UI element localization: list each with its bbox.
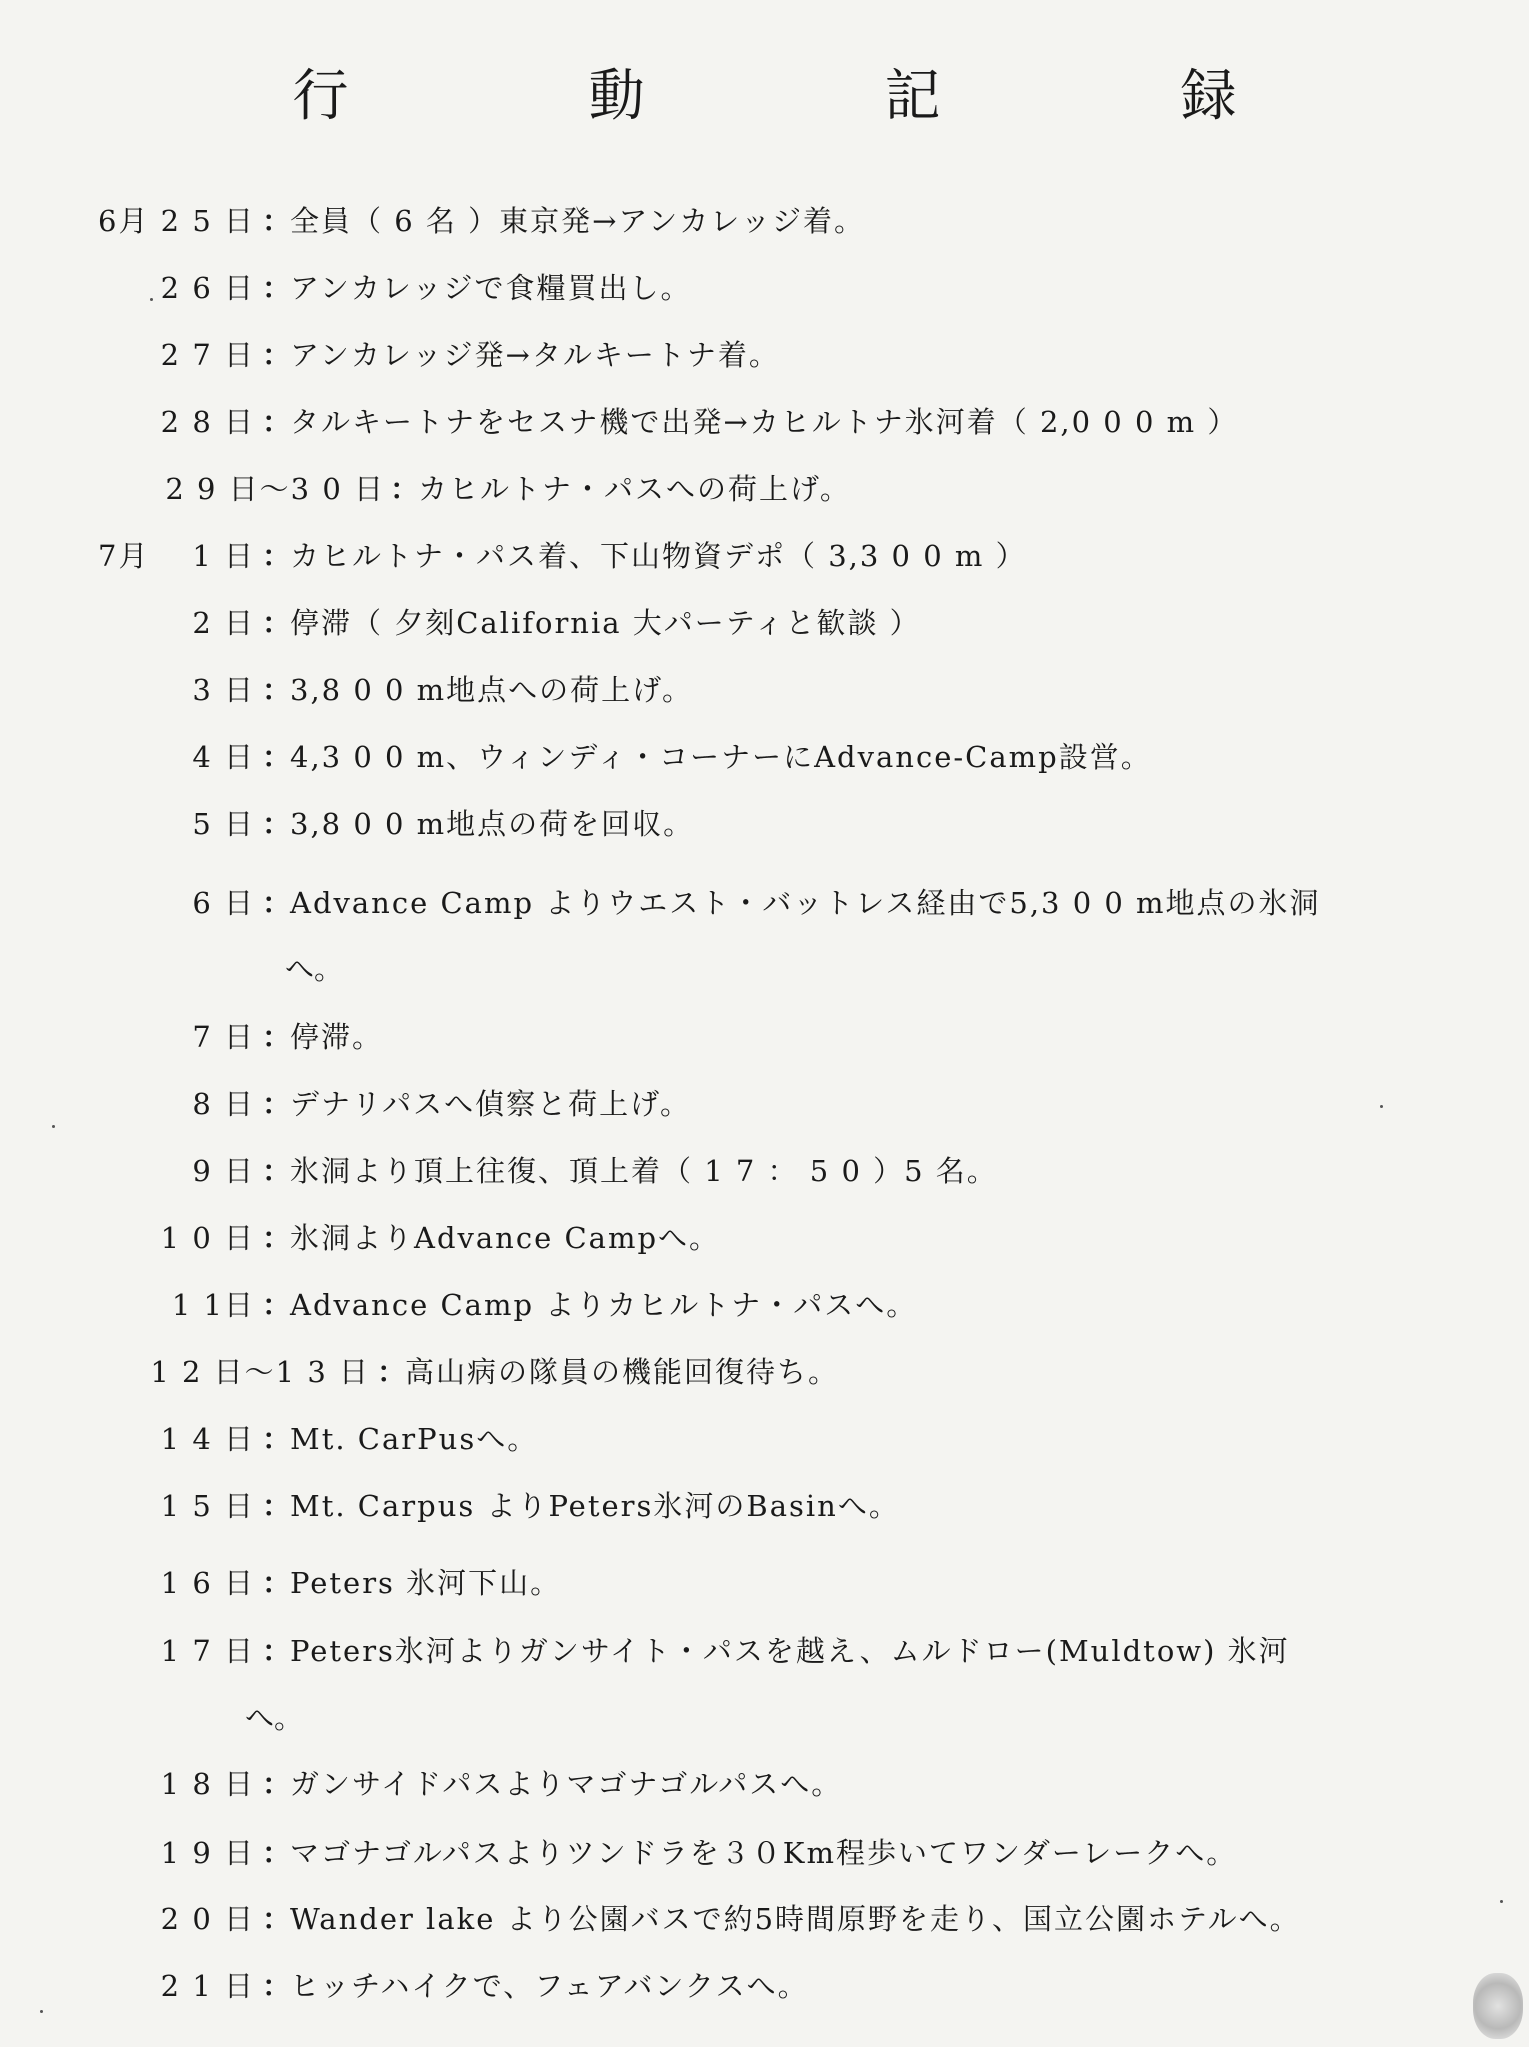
entry-day: 2 6 日 bbox=[160, 271, 255, 305]
paper-speck bbox=[1380, 1105, 1383, 1108]
log-entry bbox=[0, 1558, 1529, 1608]
entry-text: 停滞。 bbox=[290, 1020, 384, 1054]
entry-text: 氷洞より頂上往復、頂上着（ 1 7 ： 5 0 ）5 名。 bbox=[290, 1154, 998, 1188]
entry-day: 1 2 日～1 3 日 bbox=[150, 1355, 370, 1389]
entry-text: Wander lake より公園バスで約5時間原野を走り、国立公園ホテルへ。 bbox=[290, 1902, 1301, 1936]
log-entry bbox=[0, 1481, 1529, 1531]
entry-continuation: へ。 bbox=[285, 952, 344, 986]
entry-colon: ： bbox=[262, 1767, 294, 1801]
entry-month: 7月 bbox=[98, 539, 150, 573]
entry-colon: ： bbox=[262, 1902, 294, 1936]
entry-colon: ： bbox=[262, 539, 294, 573]
entry-text: Mt. Carpus よりPeters氷河のBasinへ。 bbox=[290, 1489, 900, 1523]
entry-day: 2 7 日 bbox=[160, 338, 255, 372]
log-entry bbox=[0, 1280, 1529, 1330]
entry-day: 1 9 日 bbox=[160, 1836, 255, 1870]
log-entry bbox=[0, 878, 1529, 928]
entry-text: 氷洞よりAdvance Campへ。 bbox=[290, 1221, 721, 1255]
log-entry bbox=[0, 464, 1529, 514]
entry-text: Mt. CarPusへ。 bbox=[290, 1422, 539, 1456]
entry-text: アンカレッジ発→タルキートナ着。 bbox=[290, 338, 780, 372]
entry-text: カヒルトナ・パス着、下山物資デポ（ 3,3 0 0 m ） bbox=[290, 539, 1027, 573]
log-entry bbox=[0, 1961, 1529, 2011]
log-entry bbox=[0, 1079, 1529, 1129]
entry-text: 全員（ 6 名 ）東京発→アンカレッジ着。 bbox=[290, 204, 865, 238]
entry-day: 1 7 日 bbox=[160, 1634, 255, 1668]
log-entry bbox=[0, 732, 1529, 782]
entry-colon: ： bbox=[262, 1566, 294, 1600]
entry-colon: ： bbox=[262, 606, 294, 640]
entry-text: Advance Camp よりウエスト・バットレス経由で5,3 0 0 m地点の氷洞 bbox=[290, 886, 1321, 920]
entry-text: マゴナゴルパスよりツンドラを３０Km程歩いてワンダーレークへ。 bbox=[290, 1836, 1238, 1870]
paper-speck bbox=[40, 2010, 43, 2013]
entry-day: 7 日 bbox=[192, 1020, 255, 1054]
entry-colon: ： bbox=[262, 405, 294, 439]
entry-colon: ： bbox=[390, 472, 422, 506]
entry-day: 2 日 bbox=[192, 606, 255, 640]
entry-day: 9 日 bbox=[192, 1154, 255, 1188]
entry-day: 2 9 日～3 0 日 bbox=[165, 472, 385, 506]
entry-colon: ： bbox=[262, 338, 294, 372]
library-stamp-icon bbox=[1473, 1973, 1523, 2039]
paper-speck bbox=[52, 1125, 55, 1128]
entry-colon: ： bbox=[262, 740, 294, 774]
entry-colon: ： bbox=[262, 1836, 294, 1870]
paper-speck bbox=[1500, 1900, 1503, 1903]
entry-day: 1 0 日 bbox=[160, 1221, 255, 1255]
entry-text: アンカレッジで食糧買出し。 bbox=[290, 271, 692, 305]
log-entry bbox=[0, 1759, 1529, 1809]
entry-month: 6月 bbox=[98, 204, 150, 238]
log-entry bbox=[0, 799, 1529, 849]
entry-day: 1 8 日 bbox=[160, 1767, 255, 1801]
log-entry bbox=[0, 263, 1529, 313]
entry-colon: ： bbox=[262, 204, 294, 238]
entry-day: 1 5 日 bbox=[160, 1489, 255, 1523]
entry-colon: ： bbox=[262, 1288, 294, 1322]
entry-day: 5 日 bbox=[192, 807, 255, 841]
entry-colon: ： bbox=[262, 1634, 294, 1668]
entry-text: カヒルトナ・パスへの荷上げ。 bbox=[418, 472, 851, 506]
entry-day: 1 4 日 bbox=[160, 1422, 255, 1456]
log-entry bbox=[0, 531, 1529, 581]
entry-colon: ： bbox=[262, 1154, 294, 1188]
log-entry bbox=[0, 1347, 1529, 1397]
entry-continuation: へ。 bbox=[245, 1701, 304, 1735]
entry-day: 3 日 bbox=[192, 673, 255, 707]
entry-colon: ： bbox=[377, 1355, 409, 1389]
entry-day: 2 5 日 bbox=[160, 204, 255, 238]
entry-colon: ： bbox=[262, 807, 294, 841]
entry-day: 1 1日 bbox=[171, 1288, 255, 1322]
entry-text: ガンサイドパスよりマゴナゴルパスへ。 bbox=[290, 1767, 843, 1801]
entry-day: 6 日 bbox=[192, 886, 255, 920]
entry-day: 4 日 bbox=[192, 740, 255, 774]
log-entry bbox=[0, 196, 1529, 246]
paper-speck bbox=[150, 298, 153, 301]
entry-colon: ： bbox=[262, 1020, 294, 1054]
log-entry bbox=[0, 330, 1529, 380]
entry-colon: ： bbox=[262, 886, 294, 920]
entry-text: 3,8 0 0 m地点への荷上げ。 bbox=[290, 673, 694, 707]
entry-day: 1 6 日 bbox=[160, 1566, 255, 1600]
log-entry bbox=[0, 1626, 1529, 1676]
log-entry bbox=[0, 1414, 1529, 1464]
entry-colon: ： bbox=[262, 673, 294, 707]
log-entry bbox=[0, 397, 1529, 447]
log-entry bbox=[0, 1012, 1529, 1062]
log-entry bbox=[0, 1828, 1529, 1878]
log-entry bbox=[0, 1894, 1529, 1944]
entry-colon: ： bbox=[262, 1087, 294, 1121]
log-entry bbox=[0, 665, 1529, 715]
entry-text: Advance Camp よりカヒルトナ・パスへ。 bbox=[290, 1288, 918, 1322]
entry-text: タルキートナをセスナ機で出発→カヒルトナ氷河着（ 2,0 0 0 m ） bbox=[290, 405, 1239, 439]
entry-text: 高山病の隊員の機能回復待ち。 bbox=[405, 1355, 840, 1389]
entry-text: 3,8 0 0 m地点の荷を回収。 bbox=[290, 807, 695, 841]
entry-colon: ： bbox=[262, 271, 294, 305]
entry-colon: ： bbox=[262, 1221, 294, 1255]
entry-colon: ： bbox=[262, 1422, 294, 1456]
entry-day: 2 1 日 bbox=[160, 1969, 255, 2003]
entry-text: Peters 氷河下山。 bbox=[290, 1566, 562, 1600]
entry-text: 停滞（ 夕刻California 大パーティと歓談 ） bbox=[290, 606, 921, 640]
entry-text: Peters氷河よりガンサイト・パスを越え、ムルドロー(Muldtow) 氷河 bbox=[290, 1634, 1290, 1668]
entry-colon: ： bbox=[262, 1489, 294, 1523]
entry-day: 1 日 bbox=[192, 539, 255, 573]
entry-day: 8 日 bbox=[192, 1087, 255, 1121]
log-entry bbox=[0, 598, 1529, 648]
entry-colon: ： bbox=[262, 1969, 294, 2003]
log-entry bbox=[0, 1146, 1529, 1196]
page-title: 行 動 記 録 bbox=[292, 64, 1329, 129]
entry-day: 2 8 日 bbox=[160, 405, 255, 439]
entry-text: ヒッチハイクで、フェアバンクスへ。 bbox=[290, 1969, 809, 2003]
entry-text: デナリパスへ偵察と荷上げ。 bbox=[290, 1087, 691, 1121]
entry-day: 2 0 日 bbox=[160, 1902, 255, 1936]
log-entry bbox=[0, 1213, 1529, 1263]
entry-text: 4,3 0 0 m、ウィンディ・コーナーにAdvance-Camp設営。 bbox=[290, 740, 1152, 774]
